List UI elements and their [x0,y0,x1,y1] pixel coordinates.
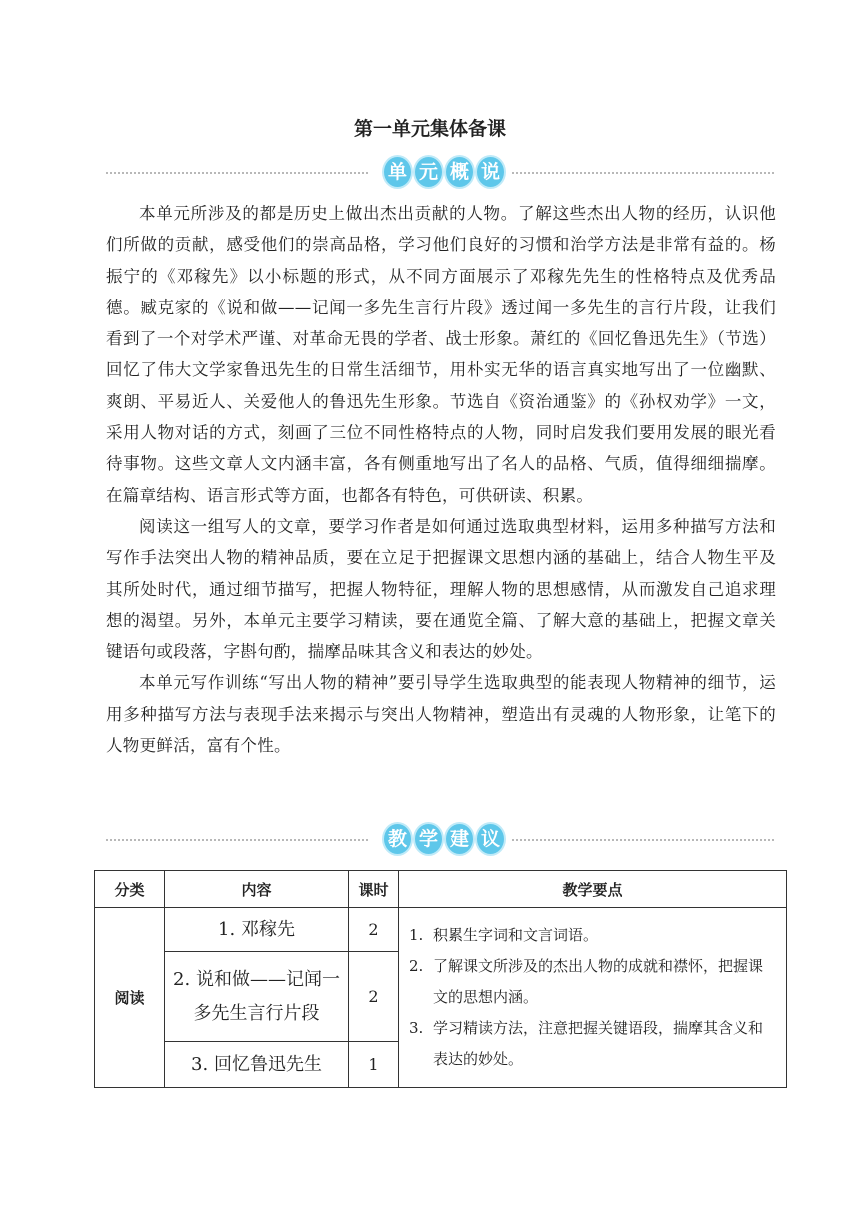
section-badge-char: 议 [475,822,506,856]
section-badge-char: 说 [475,155,506,189]
header-hours: 课时 [349,871,399,908]
section-badge-char: 建 [444,822,475,856]
header-content: 内容 [165,871,349,908]
lesson-hours-cell: 2 [349,952,399,1042]
header-category: 分类 [95,871,165,908]
lesson-content-cell: 3. 回忆鲁迅先生 [165,1042,349,1088]
dotted-divider-left [106,172,368,174]
paragraph: 本单元所涉及的都是历史上做出杰出贡献的人物。了解这些杰出人物的经历，认识他们所做的贡献，感受他们的崇高品格，学习他们良好的习惯和治学方法是非常有益的。杨振宁的《邓稼先》以小标题的形式，从不同方面展示了邓稼先先生的性格特点及优秀品德。臧克家的《说和做——记闻一多先生言行片段》透过闻一多先生的言行片段，让我们看到了一个对学术严谨、对革命无畏的学者、战士形象。萧红的《回忆鲁迅先生》（节选）回忆了伟大文学家鲁迅先生的日常生活细节，用朴实无华的语言真实地写出了一位幽默、爽朗、平易近人、关爱他人的鲁迅先生形象。节选自《资治通鉴》的《孙权劝学》一文，采用人物对话的方式，刻画了三位不同性格特点的人物，同时启发我们要用发展的眼光看待事物。这些文章人文内涵丰富，各有侧重地写出了名人的品格、气质，值得细细揣摩。在篇章结构、语言形式等方面，也都各有特色，可供研读、积累。 [106,204,776,505]
key-points-cell [399,908,787,1088]
header-key-points: 教学要点 [399,871,787,908]
list-item: 3. 学习精读方法，注意把握关键语段，揣摩其含义和表达的妙处。 [409,1019,764,1068]
table-row [95,908,787,952]
section-badge-group [382,155,506,189]
paragraph: 阅读这一组写人的文章，要学习作者是如何通过选取典型材料，运用多种描写方法和写作手法突出人物的精神品质，要在立足于把握课文思想内涵的基础上，结合人物生平及其所处时代，通过细节描写，把握人物特征，理解人物的思想感情，从而激发自己追求理想的渴望。另外，本单元主要学习精读，要在通览全篇、了解大意的基础上，把握文章关键语句或段落，字斟句酌，揣摩品味其含义和表达的妙处。 [106,516,776,662]
table-header-row [95,871,787,908]
page-title: 第一单元集体备课 [353,118,506,140]
category-cell: 阅读 [95,908,165,1088]
list-item: 1. 积累生字词和文言词语。 [409,926,599,944]
key-points-list [409,920,776,1075]
dotted-divider-left [106,839,368,841]
lesson-hours-cell: 1 [349,1042,399,1088]
lesson-hours-cell: 2 [349,908,399,952]
list-item: 2. 了解课文所涉及的杰出人物的成就和襟怀，把握课文的思想内涵。 [409,957,764,1006]
unit-overview-text [106,198,776,761]
section-badge-char: 元 [413,155,444,189]
section-header-teaching-suggestions [106,822,774,858]
paragraph: 本单元写作训练“写出人物的精神”要引导学生选取典型的能表现人物精神的细节，运用多种描写方法与表现手法来揭示与突出人物精神，塑造出有灵魂的人物形象，让笔下的人物更鲜活，富有个性。 [106,673,776,756]
section-badge-group [382,822,506,856]
dotted-divider-right [512,172,774,174]
section-badge-char: 教 [382,822,413,856]
lesson-content-cell: 2. 说和做——记闻一多先生言行片段 [165,952,349,1042]
section-header-unit-overview [106,155,774,191]
lesson-content-cell: 1. 邓稼先 [165,908,349,952]
section-badge-char: 学 [413,822,444,856]
teaching-plan-table [94,870,787,1088]
section-badge-char: 单 [382,155,413,189]
dotted-divider-right [512,839,774,841]
section-badge-char: 概 [444,155,475,189]
